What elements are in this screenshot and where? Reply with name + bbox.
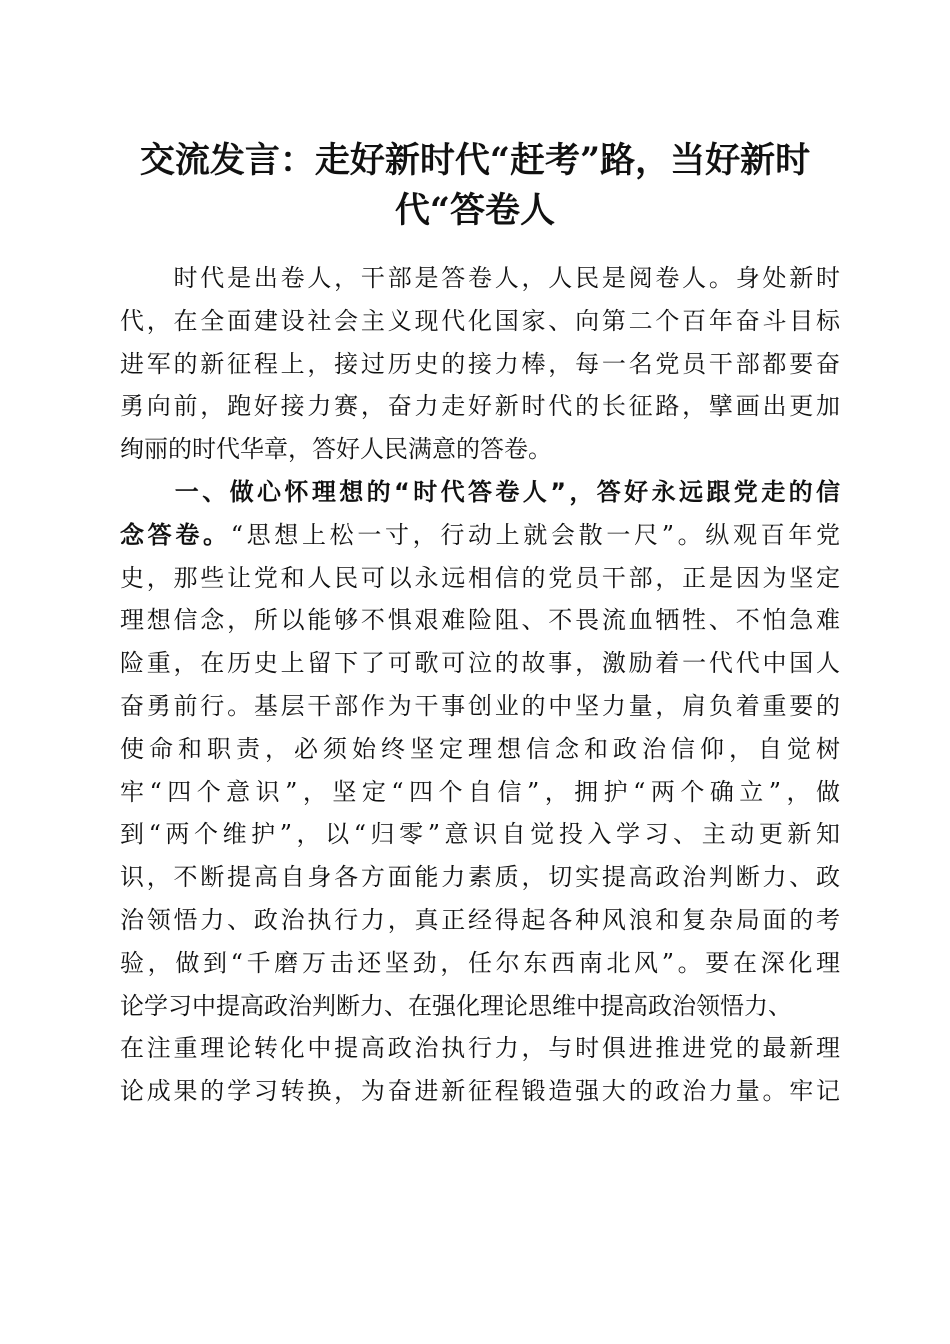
paragraph-2-line: 理想信念，所以能够不惧艰难险阻、不畏流血牺牲、不怕急难 [120, 606, 840, 635]
paragraph-1-line: 代，在全面建设社会主义现代化国家、向第二个百年奋斗目标 [120, 306, 840, 335]
paragraph-2-line: 治领悟力、政治执行力，真正经得起各种风浪和复杂局面的考 [120, 905, 840, 934]
paragraph-1-line: 进军的新征程上，接过历史的接力棒，每一名党员干部都要奋 [120, 349, 840, 378]
paragraph-2-line: 到“两个维护”，以“归零”意识自觉投入学习、主动更新知 [120, 820, 840, 849]
paragraph-2-line: 使命和职责，必须始终坚定理想信念和政治信仰，自觉树 [120, 734, 840, 763]
paragraph-2-line [120, 514, 840, 557]
paragraph-2-line: 论成果的学习转换，为奋进新征程锻造强大的政治力量。牢记 [120, 1077, 840, 1106]
paragraph-2-line: 险重，在历史上留下了可歌可泣的故事，激励着一代代中国人 [120, 649, 840, 678]
document-title [100, 136, 850, 236]
paragraph-2-line: 奋勇前行。基层干部作为干事创业的中坚力量，肩负着重要的 [120, 691, 840, 720]
paragraph-2-line: 论学习中提高政治判断力、在强化理论思维中提高政治领悟力、 [120, 991, 792, 1020]
document-body [120, 257, 840, 1113]
paragraph-2-line: 史，那些让党和人民可以永远相信的党员干部，正是因为坚定 [120, 563, 840, 592]
paragraph-1-line: 勇向前，跑好接力赛，奋力走好新时代的长征路，擘画出更加 [120, 392, 840, 421]
title-line-1: 交流发言：走好新时代“赶考”路，当好新时 [139, 140, 811, 181]
paragraph-2-line: 牢“四个意识”，坚定“四个自信”，拥护“两个确立”，做 [120, 777, 840, 806]
paragraph-2-line: 验，做到“千磨万击还坚劲，任尔东西南北风”。要在深化理 [120, 948, 840, 977]
section-heading: 一、做心怀理想的“时代答卷人”，答好永远跟党走的信 [120, 477, 840, 506]
paragraph-1-line: 时代是出卷人，干部是答卷人，人民是阅卷人。身处新时 [120, 264, 840, 292]
paragraph-1-line: 绚丽的时代华章，答好人民满意的答卷。 [120, 435, 552, 464]
title-line-2: 代“答卷人 [394, 190, 556, 231]
section-heading-end: 念答卷。 [120, 520, 231, 549]
paragraph-2-line-rest: “思想上松一寸，行动上就会散一尺”。纵观百年党 [230, 520, 840, 549]
paragraph-2-line: 识，不断提高自身各方面能力素质，切实提高政治判断力、政 [120, 863, 840, 892]
paragraph-2-line: 在注重理论转化中提高政治执行力，与时俱进推进党的最新理 [120, 1034, 840, 1063]
